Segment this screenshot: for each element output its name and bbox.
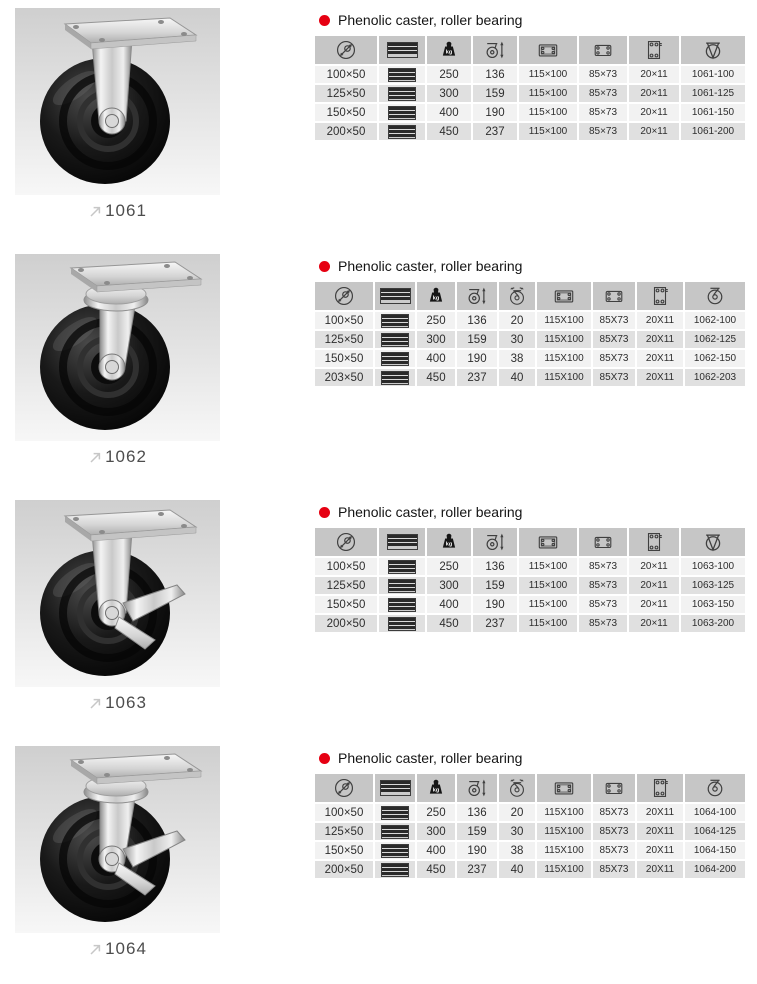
load-capacity-header	[417, 774, 455, 802]
bolt-hole-size-icon	[643, 39, 665, 61]
spec-cell: 159	[457, 331, 497, 348]
spec-row	[315, 577, 745, 594]
mounting-height-icon	[466, 777, 488, 799]
product-number-label	[15, 693, 220, 713]
load-capacity-kg-icon	[438, 531, 460, 553]
spec-row	[315, 823, 745, 840]
spec-cell: 115×100	[519, 558, 577, 575]
bolt-hole-spacing-header	[579, 36, 627, 64]
product-photo-block	[0, 254, 220, 492]
model-caster-icon	[702, 39, 724, 61]
spec-row	[315, 123, 745, 140]
swivel-radius-icon	[506, 777, 528, 799]
tread-icon	[387, 42, 418, 58]
load-capacity-kg-icon	[425, 777, 447, 799]
arrow-up-right-icon	[88, 204, 103, 219]
spec-cell: 20X11	[637, 842, 683, 859]
swivel-caster-illustration	[15, 254, 220, 441]
spec-table	[313, 772, 747, 880]
red-bullet-icon	[319, 15, 330, 26]
wheel-dimension-header	[315, 774, 373, 802]
bolt-hole-size-icon	[643, 531, 665, 553]
wheel-dimension-icon	[333, 777, 355, 799]
spec-cell: 190	[457, 842, 497, 859]
product-number: 1063	[105, 693, 147, 712]
spec-cell: 237	[457, 369, 497, 386]
product-spec-block	[313, 746, 745, 984]
bolt-hole-size-header	[629, 36, 679, 64]
spec-cell: 85X73	[593, 842, 635, 859]
spec-cell: 85×73	[579, 123, 627, 140]
product-number-label	[15, 447, 220, 467]
spec-cell: 20×11	[629, 85, 679, 102]
spec-cell: 125×50	[315, 577, 377, 594]
tread-cell	[379, 85, 425, 102]
spec-cell: 85X73	[593, 804, 635, 821]
section-title	[319, 12, 745, 28]
tread-icon	[388, 598, 416, 612]
spec-cell: 115X100	[537, 369, 591, 386]
spec-cell: 159	[473, 85, 517, 102]
product-photo-block	[0, 8, 220, 246]
product-photo-fixed-brake-caster	[15, 500, 220, 687]
spec-cell: 237	[473, 615, 517, 632]
model-caster-icon	[704, 285, 726, 307]
spec-cell: 30	[499, 823, 535, 840]
red-bullet-icon	[319, 261, 330, 272]
load-capacity-kg-icon	[438, 39, 460, 61]
spec-cell: 136	[473, 558, 517, 575]
spec-cell: 1061-100	[681, 66, 745, 83]
spec-row	[315, 615, 745, 632]
spec-table	[313, 526, 747, 634]
spec-cell: 115X100	[537, 823, 591, 840]
spec-cell: 115X100	[537, 842, 591, 859]
load-capacity-header	[417, 282, 455, 310]
spec-cell: 85×73	[579, 104, 627, 121]
plate-size-header	[537, 774, 591, 802]
tread-icon	[381, 314, 409, 328]
spec-cell: 1062-100	[685, 312, 745, 329]
spec-cell: 125×50	[315, 331, 373, 348]
spec-cell: 1064-125	[685, 823, 745, 840]
arrow-up-right-icon	[88, 942, 103, 957]
spec-cell: 85×73	[579, 558, 627, 575]
bolt-hole-size-header	[629, 528, 679, 556]
spec-cell: 20X11	[637, 331, 683, 348]
product-section-1061	[0, 0, 757, 246]
spec-table	[313, 34, 747, 142]
product-spec-block	[313, 8, 745, 246]
spec-row	[315, 312, 745, 329]
spec-cell: 300	[427, 85, 471, 102]
spec-cell: 1064-150	[685, 842, 745, 859]
spec-cell: 400	[417, 842, 455, 859]
tread-icon	[388, 106, 416, 120]
spec-cell: 20X11	[637, 350, 683, 367]
tread-cell	[379, 104, 425, 121]
model-header	[685, 282, 745, 310]
swivel-brake-caster-illustration	[15, 746, 220, 933]
spec-cell: 38	[499, 350, 535, 367]
tread-cell	[375, 842, 415, 859]
spec-cell: 150×50	[315, 596, 377, 613]
spec-cell: 190	[473, 104, 517, 121]
spec-cell: 40	[499, 861, 535, 878]
product-photo-swivel-caster	[15, 254, 220, 441]
spec-cell: 200×50	[315, 861, 373, 878]
product-photo-fixed-caster	[15, 8, 220, 195]
spec-cell: 1063-100	[681, 558, 745, 575]
spec-cell: 150×50	[315, 842, 373, 859]
mounting-height-header	[457, 774, 497, 802]
bolt-hole-size-header	[637, 282, 683, 310]
plate-size-icon	[537, 531, 559, 553]
spec-cell: 250	[417, 804, 455, 821]
spec-cell: 125×50	[315, 85, 377, 102]
spec-cell: 20×11	[629, 104, 679, 121]
spec-cell: 190	[457, 350, 497, 367]
spec-cell: 38	[499, 842, 535, 859]
product-spec-block	[313, 254, 745, 492]
load-capacity-header	[427, 528, 471, 556]
section-title-text: Phenolic caster, roller bearing	[338, 12, 523, 28]
load-capacity-header	[427, 36, 471, 64]
spec-cell: 20×11	[629, 577, 679, 594]
spec-cell: 1063-125	[681, 577, 745, 594]
spec-cell: 20X11	[637, 369, 683, 386]
spec-cell: 20×11	[629, 66, 679, 83]
spec-cell: 450	[417, 369, 455, 386]
model-caster-icon	[704, 777, 726, 799]
spec-cell: 85X73	[593, 331, 635, 348]
spec-cell: 20×11	[629, 596, 679, 613]
tread-icon	[381, 371, 409, 385]
spec-cell: 450	[427, 615, 471, 632]
wheel-dimension-icon	[335, 39, 357, 61]
spec-row	[315, 331, 745, 348]
section-title-text: Phenolic caster, roller bearing	[338, 504, 523, 520]
spec-cell: 85X73	[593, 369, 635, 386]
arrow-up-right-icon	[88, 696, 103, 711]
spec-cell: 20×11	[629, 558, 679, 575]
product-number: 1064	[105, 939, 147, 958]
plate-size-header	[519, 36, 577, 64]
fixed-caster-illustration	[15, 8, 220, 195]
spec-row	[315, 558, 745, 575]
section-title	[319, 258, 745, 274]
swivel-radius-header	[499, 774, 535, 802]
bolt-hole-size-icon	[649, 777, 671, 799]
spec-cell: 20X11	[637, 861, 683, 878]
plate-size-icon	[537, 39, 559, 61]
tread-cell	[375, 312, 415, 329]
spec-cell: 1061-200	[681, 123, 745, 140]
spec-cell: 20X11	[637, 823, 683, 840]
bolt-hole-spacing-header	[593, 774, 635, 802]
tread-header	[375, 774, 415, 802]
red-bullet-icon	[319, 507, 330, 518]
mounting-height-header	[457, 282, 497, 310]
tread-cell	[375, 350, 415, 367]
spec-cell: 1061-125	[681, 85, 745, 102]
spec-cell: 115X100	[537, 804, 591, 821]
product-number-label	[15, 201, 220, 221]
product-section-1063	[0, 492, 757, 738]
tread-icon	[387, 534, 418, 550]
plate-size-header	[519, 528, 577, 556]
spec-table	[313, 280, 747, 388]
bolt-hole-spacing-header	[579, 528, 627, 556]
spec-cell: 85X73	[593, 350, 635, 367]
product-photo-block	[0, 746, 220, 984]
spec-cell: 200×50	[315, 615, 377, 632]
section-title	[319, 504, 745, 520]
spec-cell: 85×73	[579, 66, 627, 83]
tread-icon	[381, 333, 409, 347]
tread-header	[379, 528, 425, 556]
spec-cell: 1063-200	[681, 615, 745, 632]
spec-cell: 115×100	[519, 123, 577, 140]
tread-cell	[375, 861, 415, 878]
spec-cell: 300	[417, 823, 455, 840]
tread-icon	[388, 579, 416, 593]
plate-size-header	[537, 282, 591, 310]
spec-cell: 30	[499, 331, 535, 348]
arrow-up-right-icon	[88, 450, 103, 465]
tread-cell	[375, 331, 415, 348]
tread-cell	[379, 577, 425, 594]
spec-cell: 115×100	[519, 66, 577, 83]
spec-cell: 100×50	[315, 558, 377, 575]
product-number-label	[15, 939, 220, 959]
wheel-dimension-header	[315, 36, 377, 64]
spec-row	[315, 861, 745, 878]
section-title	[319, 750, 745, 766]
fixed-brake-caster-illustration	[15, 500, 220, 687]
tread-cell	[379, 558, 425, 575]
spec-cell: 100×50	[315, 804, 373, 821]
swivel-radius-header	[499, 282, 535, 310]
spec-header-row	[315, 774, 745, 802]
spec-cell: 250	[417, 312, 455, 329]
tread-icon	[381, 352, 409, 366]
spec-cell: 1064-100	[685, 804, 745, 821]
mounting-height-header	[473, 36, 517, 64]
spec-row	[315, 842, 745, 859]
spec-cell: 115X100	[537, 331, 591, 348]
section-title-text: Phenolic caster, roller bearing	[338, 750, 523, 766]
spec-cell: 20×11	[629, 123, 679, 140]
tread-cell	[379, 615, 425, 632]
model-header	[681, 36, 745, 64]
spec-cell: 237	[457, 861, 497, 878]
tread-cell	[379, 123, 425, 140]
spec-row	[315, 369, 745, 386]
spec-cell: 200×50	[315, 123, 377, 140]
spec-header-row	[315, 36, 745, 64]
tread-icon	[380, 288, 411, 304]
bolt-hole-spacing-icon	[603, 285, 625, 307]
tread-icon	[388, 125, 416, 139]
spec-cell: 85X73	[593, 312, 635, 329]
spec-cell: 85×73	[579, 577, 627, 594]
tread-cell	[375, 804, 415, 821]
spec-cell: 85×73	[579, 596, 627, 613]
tread-header	[375, 282, 415, 310]
spec-header-row	[315, 282, 745, 310]
spec-row	[315, 104, 745, 121]
spec-row	[315, 596, 745, 613]
mounting-height-header	[473, 528, 517, 556]
load-capacity-kg-icon	[425, 285, 447, 307]
spec-cell: 237	[473, 123, 517, 140]
spec-cell: 1061-150	[681, 104, 745, 121]
spec-row	[315, 85, 745, 102]
spec-cell: 85X73	[593, 861, 635, 878]
spec-cell: 203×50	[315, 369, 373, 386]
spec-cell: 1062-125	[685, 331, 745, 348]
product-photo-block	[0, 500, 220, 738]
spec-row	[315, 66, 745, 83]
red-bullet-icon	[319, 753, 330, 764]
mounting-height-icon	[484, 39, 506, 61]
spec-cell: 1062-203	[685, 369, 745, 386]
spec-cell: 400	[417, 350, 455, 367]
spec-cell: 20	[499, 804, 535, 821]
tread-cell	[379, 66, 425, 83]
product-number: 1061	[105, 201, 147, 220]
bolt-hole-spacing-header	[593, 282, 635, 310]
tread-icon	[381, 844, 409, 858]
spec-cell: 150×50	[315, 104, 377, 121]
swivel-radius-icon	[506, 285, 528, 307]
bolt-hole-spacing-icon	[592, 531, 614, 553]
spec-cell: 190	[473, 596, 517, 613]
model-header	[681, 528, 745, 556]
spec-cell: 159	[457, 823, 497, 840]
spec-cell: 100×50	[315, 66, 377, 83]
spec-cell: 400	[427, 104, 471, 121]
bolt-hole-size-header	[637, 774, 683, 802]
spec-cell: 159	[473, 577, 517, 594]
spec-cell: 300	[427, 577, 471, 594]
spec-row	[315, 804, 745, 821]
tread-icon	[388, 617, 416, 631]
wheel-dimension-icon	[333, 285, 355, 307]
spec-cell: 85×73	[579, 85, 627, 102]
bolt-hole-spacing-icon	[603, 777, 625, 799]
spec-cell: 450	[417, 861, 455, 878]
product-section-1062	[0, 246, 757, 492]
plate-size-icon	[553, 285, 575, 307]
spec-cell: 450	[427, 123, 471, 140]
spec-header-row	[315, 528, 745, 556]
product-section-1064	[0, 738, 757, 984]
tread-cell	[375, 823, 415, 840]
tread-icon	[388, 68, 416, 82]
spec-cell: 136	[457, 312, 497, 329]
spec-cell: 115×100	[519, 577, 577, 594]
spec-cell: 115×100	[519, 596, 577, 613]
spec-cell: 150×50	[315, 350, 373, 367]
spec-cell: 20X11	[637, 804, 683, 821]
spec-cell: 115X100	[537, 861, 591, 878]
spec-cell: 85X73	[593, 823, 635, 840]
product-spec-block	[313, 500, 745, 738]
tread-icon	[381, 825, 409, 839]
tread-icon	[381, 863, 409, 877]
spec-row	[315, 350, 745, 367]
section-title-text: Phenolic caster, roller bearing	[338, 258, 523, 274]
tread-cell	[379, 596, 425, 613]
spec-cell: 20X11	[637, 312, 683, 329]
tread-header	[379, 36, 425, 64]
spec-cell: 125×50	[315, 823, 373, 840]
spec-cell: 250	[427, 66, 471, 83]
bolt-hole-spacing-icon	[592, 39, 614, 61]
wheel-dimension-icon	[335, 531, 357, 553]
spec-cell: 400	[427, 596, 471, 613]
wheel-dimension-header	[315, 528, 377, 556]
spec-cell: 115×100	[519, 104, 577, 121]
spec-cell: 40	[499, 369, 535, 386]
spec-cell: 1064-200	[685, 861, 745, 878]
spec-cell: 20×11	[629, 615, 679, 632]
bolt-hole-size-icon	[649, 285, 671, 307]
tread-icon	[388, 560, 416, 574]
tread-icon	[388, 87, 416, 101]
spec-cell: 115X100	[537, 312, 591, 329]
spec-cell: 136	[473, 66, 517, 83]
wheel-dimension-header	[315, 282, 373, 310]
spec-cell: 136	[457, 804, 497, 821]
spec-cell: 1063-150	[681, 596, 745, 613]
product-number: 1062	[105, 447, 147, 466]
mounting-height-icon	[484, 531, 506, 553]
spec-cell: 115×100	[519, 615, 577, 632]
spec-cell: 300	[417, 331, 455, 348]
mounting-height-icon	[466, 285, 488, 307]
product-photo-swivel-brake-caster	[15, 746, 220, 933]
spec-cell: 85×73	[579, 615, 627, 632]
spec-cell: 20	[499, 312, 535, 329]
tread-icon	[380, 780, 411, 796]
model-header	[685, 774, 745, 802]
spec-cell: 1062-150	[685, 350, 745, 367]
spec-cell: 100×50	[315, 312, 373, 329]
spec-cell: 115×100	[519, 85, 577, 102]
spec-cell: 115X100	[537, 350, 591, 367]
plate-size-icon	[553, 777, 575, 799]
spec-cell: 250	[427, 558, 471, 575]
model-caster-icon	[702, 531, 724, 553]
tread-cell	[375, 369, 415, 386]
tread-icon	[381, 806, 409, 820]
